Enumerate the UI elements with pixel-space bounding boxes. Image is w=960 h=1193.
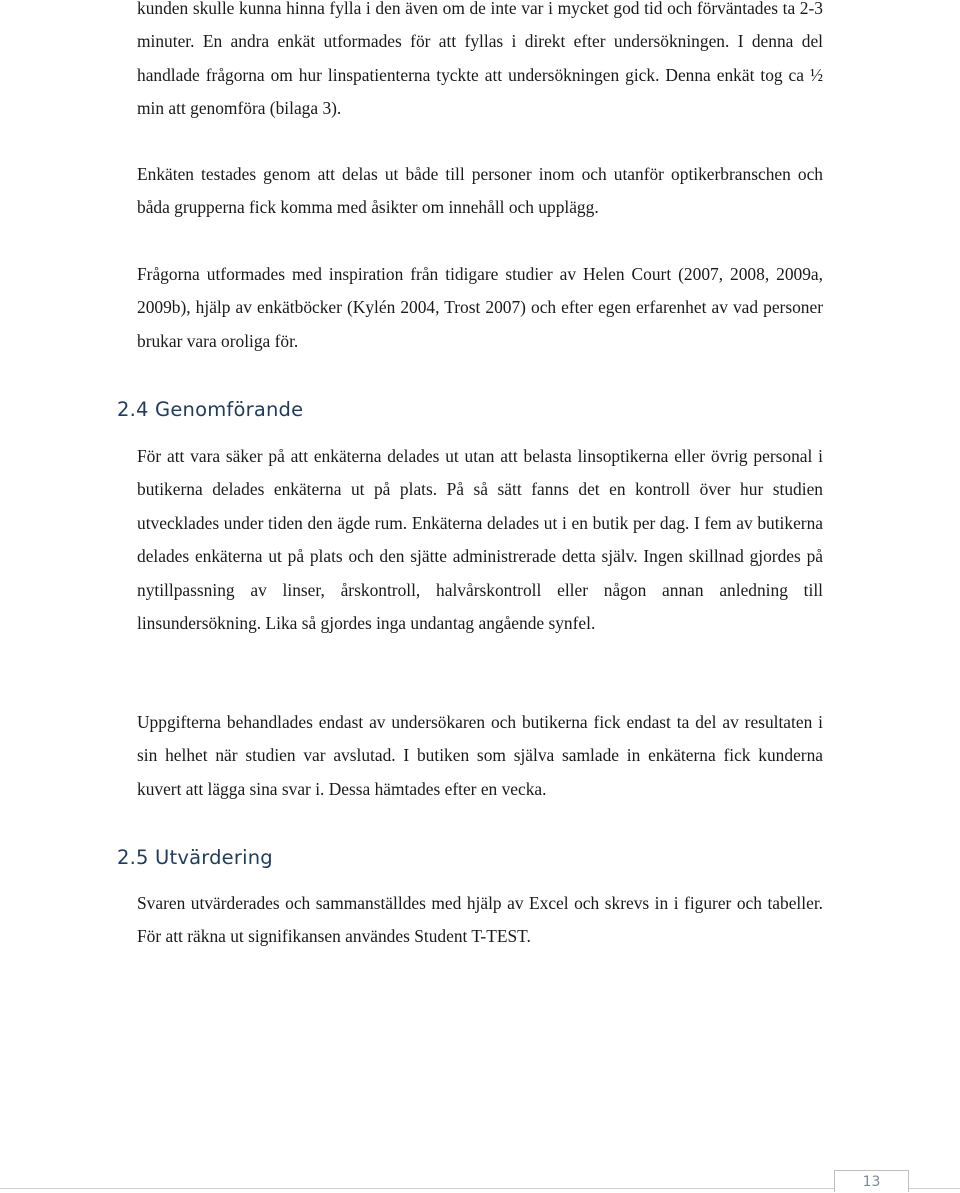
paragraph-survey-testing: Enkäten testades genom att delas ut både till personer inom och utanför optikerbranschen och båda grupperna fick komma med åsikter om innehåll och upplägg. (137, 164, 823, 218)
paragraph-survey-design: kunden skulle kunna hinna fylla i den även om de inte var i mycket god tid och förväntades ta 2-3 minuter. En andra enkät utformades för att fyllas i direkt efter undersökningen. I denna del handlade frågorna om hur linspatienterna tyckte att undersökningen gick. Denna enkät tog ca ½ min att genomföra (bilaga 3). (137, 0, 823, 119)
paragraph-procedure: För att vara säker på att enkäterna delades ut utan att belasta linsoptikerna eller övrig personal i butikerna delades enkäterna ut på plats. På så sätt fanns det en kontroll över hur studien utvecklades under tiden den ägde rum. Enkäterna delades ut i en butik per dag. I fem av butikerna delades enkäterna ut på plats och den sjätte administrerade detta själv. Ingen skillnad gjordes på nytillpassning av linser, årskontroll, halvårskontroll eller någon annan anledning till linsundersökning. Lika så gjordes inga undantag angående synfel. (137, 446, 823, 634)
section-heading-utvardering: 2.5 Utvärdering (117, 846, 273, 869)
footer-divider (0, 1188, 960, 1189)
page-number: 13 (862, 1174, 881, 1190)
paragraph-data-handling: Uppgifterna behandlades endast av undersökaren och butikerna fick endast ta del av resultaten i sin helhet när studien var avslutad. I butiken som själva samlade in enkäterna fick kunderna kuvert att lägga sina svar i. Dessa hämtades efter en vecka. (137, 712, 823, 799)
section-heading-genomforande: 2.4 Genomförande (117, 398, 304, 421)
page-number-box (834, 1170, 909, 1192)
paragraph-evaluation: Svaren utvärderades och sammanställdes med hjälp av Excel och skrevs in i figurer och tabeller. För att räkna ut signifikansen användes Student T-TEST. (137, 893, 823, 947)
paragraph-question-inspiration: Frågorna utformades med inspiration från tidigare studier av Helen Court (2007, 2008, 2009a, 2009b), hjälp av enkätböcker (Kylén 2004, Trost 2007) och efter egen erfarenhet av vad personer brukar vara oroliga för. (137, 264, 823, 351)
